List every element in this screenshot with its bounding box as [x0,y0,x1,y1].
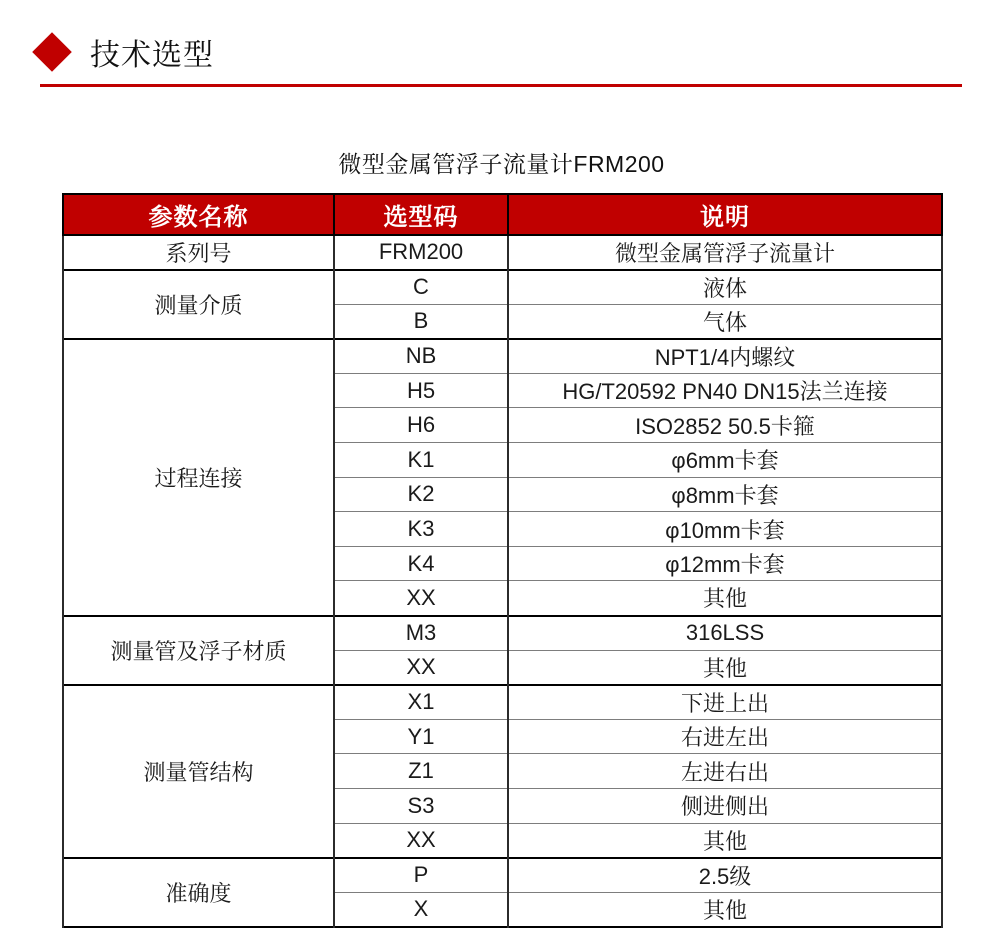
selection-code-cell: K1 [334,443,508,478]
selection-code-cell: NB [334,339,508,374]
description-cell: 微型金属管浮子流量计 [508,235,942,270]
selection-code-cell: XX [334,581,508,616]
param-name-cell: 测量介质 [63,270,334,339]
selection-code-cell: P [334,858,508,893]
selection-code-cell: K3 [334,512,508,547]
selection-code-cell: H5 [334,373,508,408]
selection-code-cell: Z1 [334,754,508,789]
description-cell: 气体 [508,304,942,339]
section-title: 技术选型 [90,39,214,72]
selection-code-cell: FRM200 [334,235,508,270]
header-cell-param-name: 参数名称 [63,194,334,235]
selection-code-cell: XX [334,823,508,858]
section-header [38,30,214,74]
selection-code-cell: S3 [334,789,508,824]
selection-code-cell: K2 [334,477,508,512]
description-cell: 316LSS [508,616,942,651]
description-cell: 右进左出 [508,719,942,754]
param-name-cell: 过程连接 [63,339,334,616]
selection-code-cell: Y1 [334,719,508,754]
selection-code-cell: H6 [334,408,508,443]
description-cell: φ8mm卡套 [508,477,942,512]
description-cell: 其他 [508,581,942,616]
description-cell: 其他 [508,823,942,858]
description-cell: 2.5级 [508,858,942,893]
selection-spec-table [62,193,943,928]
spec-table-body [63,235,942,927]
table-row [63,685,942,720]
param-name-cell: 系列号 [63,235,334,270]
description-cell: 液体 [508,270,942,305]
table-row [63,616,942,651]
selection-code-cell: XX [334,650,508,685]
param-name-cell: 测量管及浮子材质 [63,616,334,685]
table-row [63,339,942,374]
table-row [63,858,942,893]
description-cell: φ12mm卡套 [508,546,942,581]
description-cell: ISO2852 50.5卡箍 [508,408,942,443]
header-cell-selection-code: 选型码 [334,194,508,235]
description-cell: HG/T20592 PN40 DN15法兰连接 [508,373,942,408]
table-header-row [63,194,942,235]
description-cell: 下进上出 [508,685,942,720]
description-cell: φ6mm卡套 [508,443,942,478]
section-divider-rule [40,84,962,87]
selection-code-cell: C [334,270,508,305]
table-row [63,235,942,270]
description-cell: 其他 [508,892,942,927]
selection-code-cell: B [334,304,508,339]
param-name-cell: 测量管结构 [63,685,334,858]
header-cell-description: 说明 [508,194,942,235]
table-title: 微型金属管浮子流量计FRM200 [338,151,665,177]
description-cell: NPT1/4内螺纹 [508,339,942,374]
description-cell: φ10mm卡套 [508,512,942,547]
diamond-icon [32,32,72,72]
selection-code-cell: X1 [334,685,508,720]
description-cell: 侧进侧出 [508,789,942,824]
param-name-cell: 准确度 [63,858,334,927]
description-cell: 左进右出 [508,754,942,789]
table-row [63,270,942,305]
selection-code-cell: M3 [334,616,508,651]
description-cell: 其他 [508,650,942,685]
selection-code-cell: X [334,892,508,927]
selection-code-cell: K4 [334,546,508,581]
